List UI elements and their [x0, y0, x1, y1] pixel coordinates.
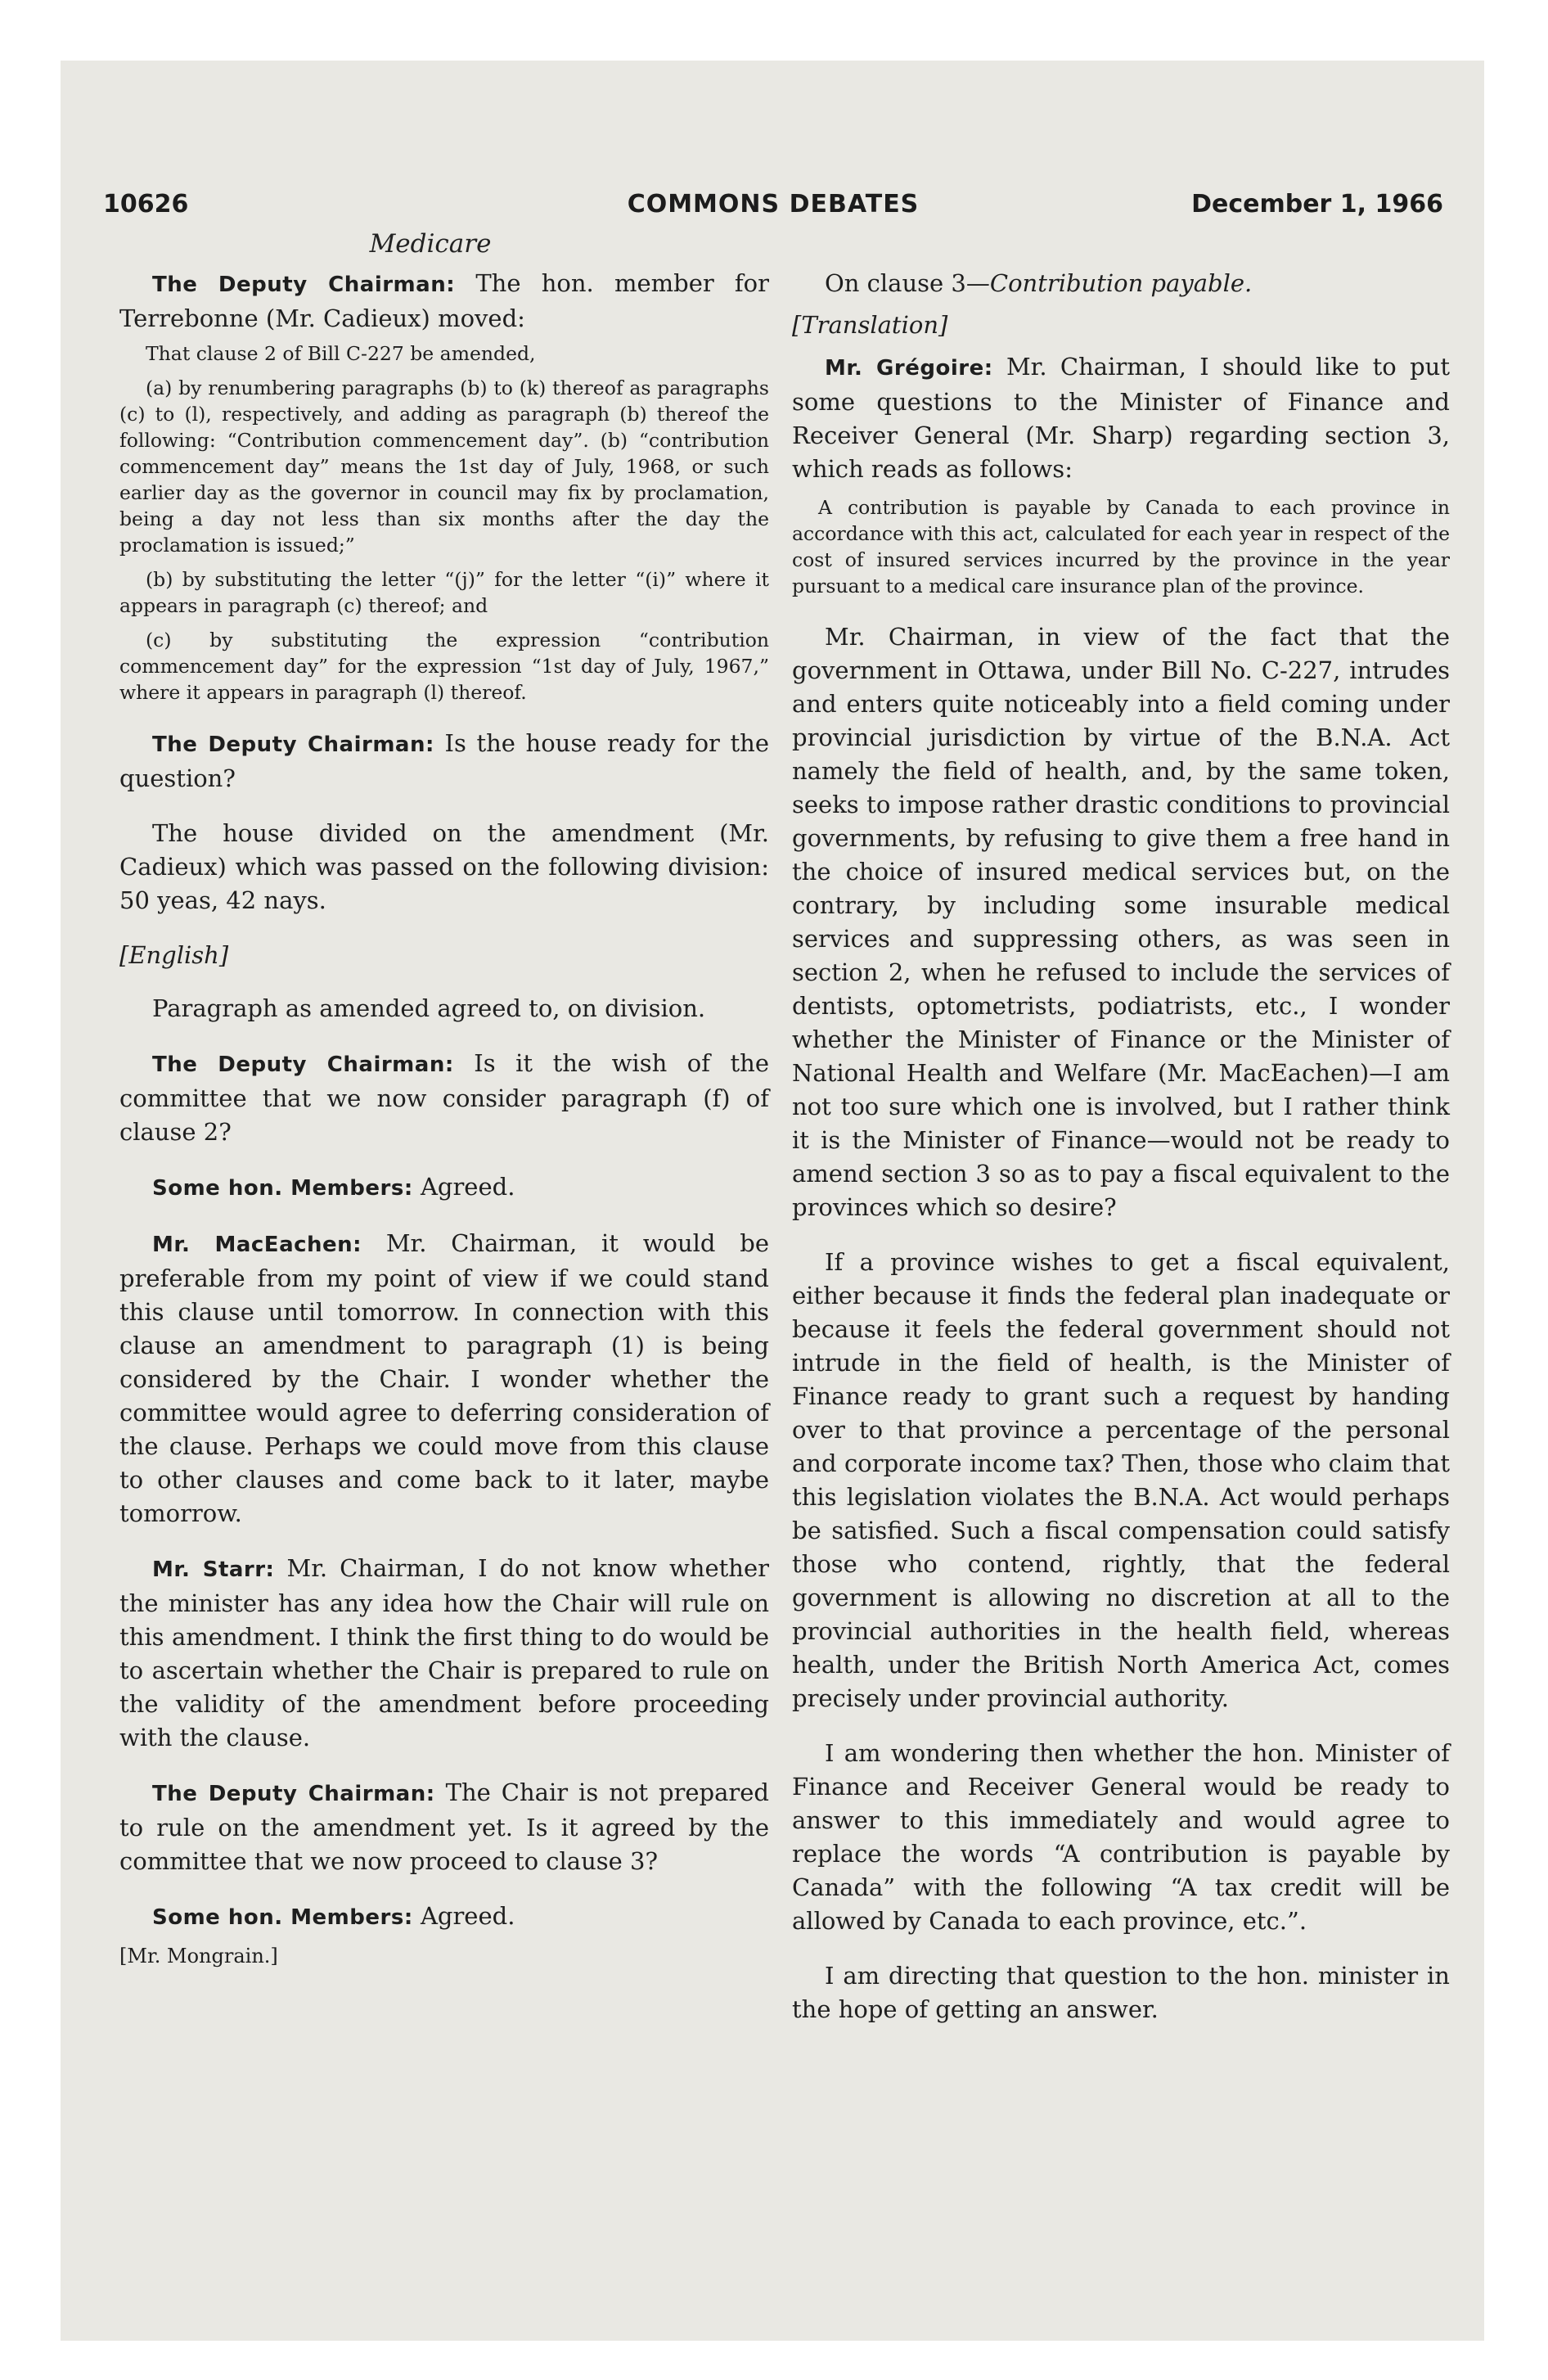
speaker-name: Mr. MacEachen: [152, 1233, 362, 1257]
language-tag: [Translation] [792, 311, 948, 339]
right-column [792, 267, 1450, 2048]
paragraph: Paragraph as amended agreed to, on division. [152, 994, 706, 1022]
paragraph [792, 350, 1450, 486]
speaker-name: The Deputy Chairman: [152, 732, 434, 757]
paragraph: I am wondering then whether the hon. Minister of Finance and Receiver General would be ready to answer to this immediately and would agree to replace the words “A contribution is payable by Canada” with the following “A tax credit will be allowed by Canada to each province, etc.”. [792, 1739, 1450, 1935]
quoted-motion: That clause 2 of Bill C-227 be amended, [146, 342, 536, 365]
paragraph: If a province wishes to get a fiscal equivalent, either because it finds the federal plan inadequate or because it feels the federal government should not intrude in the field of health, is the Minister of Finance ready to grant such a request by handing over to that province a percentage of the personal and corporate income tax? Then, those who claim that this legislation violates the B.N.A. Act would perhaps be satisfied. Such a fiscal compensation could satisfy those who contend, rightly, that the federal government is allowing no discretion at all to the provincial authorities in the health field, whereas health, under the British North America Act, comes precisely under provincial authority. [792, 1248, 1450, 1712]
speaker-name: Mr. Starr: [152, 1557, 275, 1582]
quoted-motion: (a) by renumbering paragraphs (b) to (k) thereof as paragraphs (c) to (l), respectively, and adding as paragraph (b) thereof the following: “Contribution commencement day”. (b) “contribution commencement day” means the 1st day of July, 1968, or such earlier day as the governor in council may fix by proclamation, being a day not less than six months after the day the proclamation is issued;” [119, 376, 769, 557]
publication-title: COMMONS DEBATES [627, 190, 920, 219]
clause-title: Contribution payable. [989, 269, 1253, 297]
publication-date: December 1, 1966 [1191, 190, 1443, 219]
paragraph [119, 727, 769, 796]
speaker-note: [Mr. Mongrain.] [119, 1945, 278, 1968]
language-tag: [English] [119, 941, 229, 969]
paragraph [119, 1227, 769, 1530]
speech-text: Mr. Chairman, I do not know whether the minister has any idea how the Chair will rule on this amendment. I think the first thing to do would be to ascertain whether the Chair is prepared to rule on the validity of the amendment before proceeding with the clause. [119, 1554, 770, 1751]
paragraph [119, 1900, 769, 1935]
left-column [119, 267, 769, 1969]
paragraph [119, 1776, 769, 1878]
paragraph [119, 1170, 769, 1206]
speech-text: Mr. Chairman, I should like to put some questions to the Minister of Finance and Receiver General (Mr. Sharp) regarding section 3, which reads as follows: [792, 353, 1451, 483]
speaker-name: The Deputy Chairman: [152, 1782, 435, 1806]
speech-text: Mr. Chairman, it would be preferable from my point of view if we could stand this clause until tomorrow. In connection with this clause an amendment to paragraph (1) is being considered by the Chair. I wonder whether the committee would agree to deferring consideration of the clause. Perhaps we could move from this clause to other clauses and come back to it later, maybe tomorrow. [119, 1229, 769, 1527]
speech-text: Agreed. [420, 1173, 515, 1201]
speech-text: Is the house ready for the question? [119, 729, 770, 792]
paragraph: Mr. Chairman, in view of the fact that the government in Ottawa, under Bill No. C-227, intrudes and enters quite noticeably into a field coming under provincial jurisdiction by virtue of the B.N.A. Act namely the field of health, and, by the same token, seeks to impose rather drastic conditions to provincial governments, by refusing to give them a free hand in the choice of insured medical services but, on the contrary, by including some insurable medical services and suppressing others, as was seen in section 2, when he refused to include the services of dentists, optometrists, podiatrists, etc., I wonder whether the Minister of Finance or the Minister of National Health and Welfare (Mr. MacEachen)—I am not too sure which one is involved, but I rather think it is the Minister of Finance—would not be ready to amend section 3 so as to pay a fiscal equivalent to the provinces which so desire? [792, 623, 1450, 1221]
clause-text: On clause 3— [825, 269, 990, 297]
speech-text: Is it the wish of the committee that we now consider paragraph (f) of clause 2? [119, 1049, 769, 1146]
speaker-name: The Deputy Chairman: [152, 273, 456, 297]
page-header [103, 190, 1443, 231]
speaker-name: Some hon. Members: [152, 1176, 413, 1201]
speaker-name: The Deputy Chairman: [152, 1053, 454, 1077]
paragraph [119, 1552, 769, 1755]
page-number: 10626 [103, 190, 189, 219]
paragraph: I am directing that question to the hon. minister in the hope of getting an answer. [792, 1962, 1450, 2023]
quoted-motion: (c) by substituting the expression “contribution commencement day” for the expression “1st day of July, 1967,” where it appears in paragraph (l) thereof. [119, 629, 769, 704]
paragraph: The house divided on the amendment (Mr. Cadieux) which was passed on the following division: 50 yeas, 42 nays. [119, 819, 769, 914]
quoted-motion: (b) by substituting the letter “(j)” for the letter “(i)” where it appears in paragraph (c) thereof; and [119, 568, 769, 617]
speech-text: The hon. member for Terrebonne (Mr. Cadieux) moved: [119, 269, 769, 332]
paragraph [119, 1047, 769, 1149]
running-subheading: Medicare [369, 229, 492, 259]
paragraph [792, 267, 1450, 300]
quoted-section: A contribution is payable by Canada to each province in accordance with this act, calculated for each year in respect of the cost of insured services incurred by the province in the year pursuant to a medical care insurance plan of the province. [792, 496, 1450, 597]
speech-text: The Chair is not prepared to rule on the amendment yet. Is it agreed by the committee that we now proceed to clause 3? [119, 1778, 769, 1875]
speech-text: Agreed. [420, 1902, 515, 1930]
speaker-name: Some hon. Members: [152, 1905, 413, 1930]
paragraph [119, 267, 769, 336]
speaker-name: Mr. Grégoire: [825, 356, 993, 381]
